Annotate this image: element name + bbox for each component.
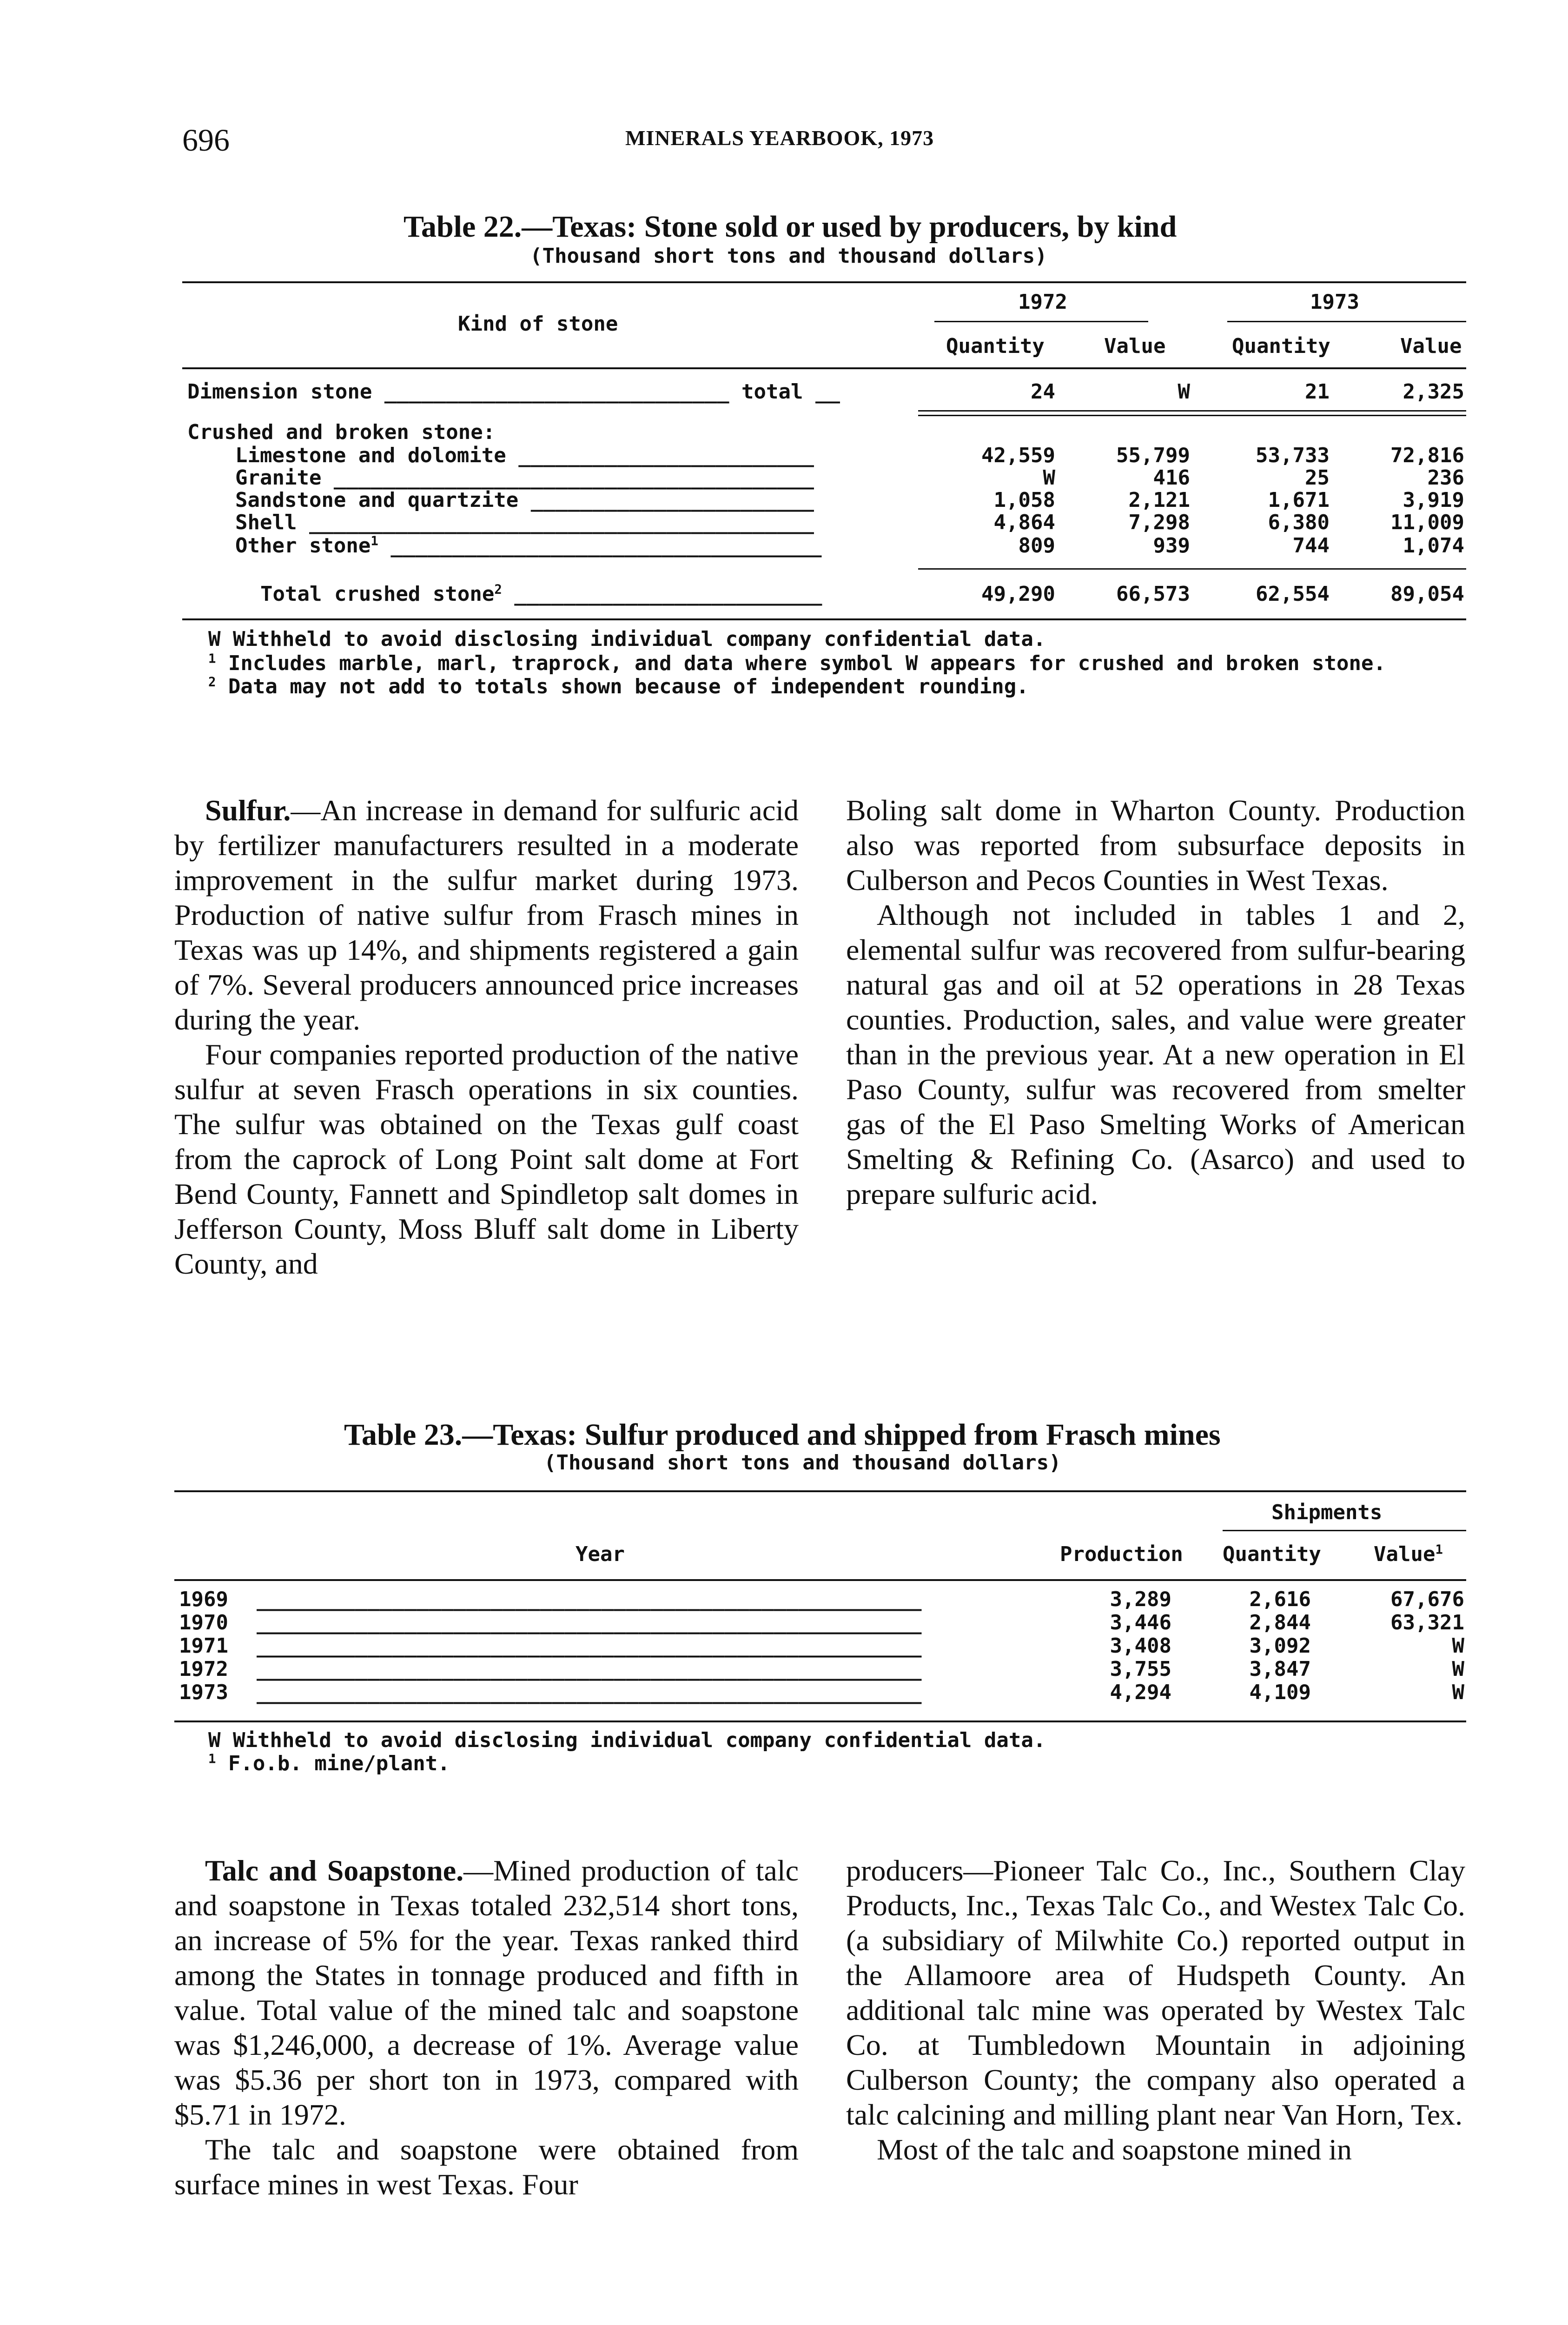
table-23-footnote xyxy=(208,1729,1045,1752)
section-heading: Talc and Soapstone. xyxy=(205,1854,464,1887)
paragraph: The talc and soapstone were obtained from surface mines in west Texas. Four xyxy=(174,2133,799,2201)
paragraph: producers—Pioneer Talc Co., Inc., Southern Clay Products, Inc., Texas Talc Co., and Westex Talc Co. (a subsidiary of Milwhite Co.) reported output in the Allamoore area of Hudspeth County. An additional talc mine was operated by Westex Talc Co. at Tumbledown Mountain in adjoining Culberson County; the company also operated a talc calcining and milling plant near Van Horn, Tex. xyxy=(846,1854,1465,2131)
table-22-caption: Table 22.—Texas: Stone sold or used by producers, by kind xyxy=(404,210,1177,244)
page-number: 696 xyxy=(182,122,230,158)
table-23-subcaption: (Thousand short tons and thousand dollars) xyxy=(544,1451,1061,1475)
table-23-cell: 3,408 xyxy=(1110,1634,1171,1658)
table-23-bottom-rule xyxy=(174,1720,1466,1722)
footnote-mark: 2 xyxy=(494,582,502,597)
table-23-cell: 4,294 xyxy=(1110,1681,1171,1704)
table-23-cell: W xyxy=(1452,1657,1464,1681)
table-22-top-rule xyxy=(182,281,1466,283)
table-22-cell: 53,733 xyxy=(1256,444,1330,467)
paragraph xyxy=(174,793,799,1037)
table-23-cell: 2,616 xyxy=(1249,1588,1311,1611)
table-23-head-value-text: Value xyxy=(1374,1542,1436,1566)
table-23-cell: 3,092 xyxy=(1249,1634,1311,1658)
table-22-head-qty-1972: Quantity xyxy=(946,334,1045,358)
sulfur-left-column xyxy=(174,793,799,1281)
footnote-mark: 1 xyxy=(208,1752,216,1767)
table-23-year: 1971 xyxy=(179,1634,228,1658)
table-22-footnote xyxy=(208,628,1045,651)
table-22-total-label xyxy=(260,583,822,606)
table-22-cell: 939 xyxy=(1153,534,1190,558)
footnote-mark: 2 xyxy=(208,675,216,690)
footnote-text: F.o.b. mine/plant. xyxy=(216,1752,450,1775)
table-22-cell: 42,559 xyxy=(981,444,1055,467)
table-23-year: 1972 xyxy=(179,1657,228,1681)
talc-right-column xyxy=(846,1853,1465,2167)
table-22-cell: 7,298 xyxy=(1128,511,1190,534)
table-22-total-leader: _________________________ xyxy=(502,582,822,606)
table-22-row-label: Granite _______________________________________ xyxy=(235,466,814,490)
table-22-cell: 21 xyxy=(1305,380,1330,404)
table-22-cell: W xyxy=(1178,380,1190,404)
table-22-cell: 66,573 xyxy=(1116,582,1190,606)
table-23-head-rule xyxy=(174,1579,1466,1581)
table-22-cell: 744 xyxy=(1292,534,1330,558)
table-23-leader: ______________________________________________________ xyxy=(257,1681,922,1704)
footnote-text: Data may not add to totals shown because of independent rounding. xyxy=(216,675,1029,698)
table-22-cell: 6,380 xyxy=(1268,511,1330,534)
table-23-cell: 3,847 xyxy=(1249,1657,1311,1681)
table-23-leader: ______________________________________________________ xyxy=(257,1588,922,1611)
talc-left-column xyxy=(174,1853,799,2202)
table-23-cell: 2,844 xyxy=(1249,1611,1311,1634)
table-22-crushed-heading: Crushed and broken stone: xyxy=(187,420,496,444)
sulfur-right-column xyxy=(846,793,1465,1211)
table-23-head-quantity: Quantity xyxy=(1223,1542,1321,1566)
table-22-head-1973: 1973 xyxy=(1310,290,1359,314)
table-23-head-production: Production xyxy=(1060,1542,1183,1566)
table-22-cell: 1,058 xyxy=(993,488,1055,512)
table-23-head-shipments: Shipments xyxy=(1271,1501,1383,1524)
table-22-cell: 55,799 xyxy=(1116,444,1190,467)
table-23-top-rule xyxy=(174,1490,1466,1492)
table-22-cell: 62,554 xyxy=(1256,582,1330,606)
table-22-cell: 89,054 xyxy=(1390,582,1464,606)
paragraph: Four companies reported production of the native sulfur at seven Frasch operations in six counties. The sulfur was obtained on the Texas gulf coast from the caprock of Long Point salt dome at Fort Bend County, Fannett and Spindletop salt domes in Jefferson County, Moss Bluff salt dome in Liberty County, and xyxy=(174,1038,799,1280)
footnote-mark: 1 xyxy=(370,534,378,549)
paragraph-text: —Mined production of talc and soapstone in Texas totaled 232,514 short tons, an increase of 5% for the year. Texas ranked third among the States in tonnage produced and fifth in value. Total value of the mined talc and soapstone was $1,246,000, a decrease of 1%. Average value was $5.36 per short ton in 1973, compared with $5.71 in 1972. xyxy=(174,1854,799,2131)
table-23-year: 1973 xyxy=(179,1681,228,1704)
table-22-sub-rule xyxy=(918,410,1466,412)
table-22-bottom-rule xyxy=(182,618,1466,620)
table-23-cell: W xyxy=(1452,1681,1464,1704)
table-23-cell: 63,321 xyxy=(1390,1611,1464,1634)
table-22-row-label-text: Other stone xyxy=(235,534,371,558)
table-22-span-rule-1973 xyxy=(1227,321,1466,322)
table-22-sub-rule-2 xyxy=(918,415,1466,416)
paragraph: Most of the talc and soapstone mined in xyxy=(877,2133,1352,2166)
table-22-head-1972: 1972 xyxy=(1018,290,1067,314)
running-head: MINERALS YEARBOOK, 1973 xyxy=(625,126,934,150)
table-22-cell: 1,671 xyxy=(1268,488,1330,512)
table-22-cell: 4,864 xyxy=(993,511,1055,534)
table-22-cell: 11,009 xyxy=(1390,511,1464,534)
table-22-cell: 809 xyxy=(1018,534,1055,558)
table-23-span-rule xyxy=(1223,1530,1466,1531)
footnote-text: W Withheld to avoid disclosing individual company confidential data. xyxy=(208,1728,1046,1752)
table-22-head-rule xyxy=(182,367,1466,369)
table-22-head-qty-1973: Quantity xyxy=(1232,334,1330,358)
table-23-cell: 3,289 xyxy=(1110,1588,1171,1611)
table-22-row-leader: ___________________________________ xyxy=(378,534,822,558)
table-23-head-value xyxy=(1374,1543,1443,1566)
table-22-cell: 416 xyxy=(1153,466,1190,490)
table-23-head-year: Year xyxy=(576,1542,625,1566)
paragraph: Boling salt dome in Wharton County. Production also was reported from subsurface deposits in Culberson and Pecos Counties in West Texas. xyxy=(846,794,1465,897)
table-23-footnote xyxy=(208,1752,450,1775)
footnote-text: Includes marble, marl, traprock, and data where symbol W appears for crushed and broken stone. xyxy=(216,651,1386,675)
table-23-caption: Table 23.—Texas: Sulfur produced and shipped from Frasch mines xyxy=(344,1418,1221,1452)
section-heading: Sulfur. xyxy=(205,794,291,827)
paragraph xyxy=(174,1853,799,2132)
table-23-year: 1970 xyxy=(179,1611,228,1634)
table-22-span-rule-1972 xyxy=(934,321,1148,322)
table-22-head-val-1972: Value xyxy=(1104,334,1166,358)
table-22-row-label: Sandstone and quartzite _______________________ xyxy=(235,488,814,512)
paragraph-text: —An increase in demand for sulfuric acid by fertilizer manufacturers resulted in a moderate improvement in the sulfur market during 1973. Production of native sulfur from Frasch mines in Texas was up 14%, and shipments registered a gain of 7%. Several producers announced price increases during the year. xyxy=(174,794,799,1036)
table-22-cell: 72,816 xyxy=(1390,444,1464,467)
table-22-footnote xyxy=(208,652,1386,675)
table-22-head-kind: Kind of stone xyxy=(458,312,618,336)
table-23-year: 1969 xyxy=(179,1588,228,1611)
table-23-leader: ______________________________________________________ xyxy=(257,1657,922,1681)
table-23-leader: ______________________________________________________ xyxy=(257,1634,922,1658)
table-22-row-label xyxy=(235,534,821,558)
table-23-cell: 67,676 xyxy=(1390,1588,1464,1611)
table-22-subcaption: (Thousand short tons and thousand dollars) xyxy=(530,244,1047,268)
table-22-cell: 24 xyxy=(1031,380,1055,404)
table-22-cell: 1,074 xyxy=(1403,534,1464,558)
table-23-cell: 4,109 xyxy=(1249,1681,1311,1704)
table-22-row-label: Shell _________________________________________ xyxy=(235,511,814,534)
footnote-mark: 1 xyxy=(208,651,216,666)
table-22-footnote xyxy=(208,675,1029,698)
table-22-dimension-label: Dimension stone ____________________________ total __ xyxy=(187,380,840,404)
table-22-head-val-1973: Value xyxy=(1400,334,1462,358)
table-23-cell: 3,446 xyxy=(1110,1611,1171,1634)
table-22-cell: 236 xyxy=(1427,466,1464,490)
table-23-cell: 3,755 xyxy=(1110,1657,1171,1681)
footnote-text: W Withheld to avoid disclosing individual company confidential data. xyxy=(208,627,1046,651)
table-22-cell: 25 xyxy=(1305,466,1330,490)
footnote-mark: 1 xyxy=(1435,1542,1443,1557)
paragraph: Although not included in tables 1 and 2, elemental sulfur was recovered from sulfur-bearing natural gas and oil at 52 operations in 28 Texas counties. Production, sales, and value were greater than in the previous year. At a new operation in El Paso County, sulfur was recovered from smelter gas of the El Paso Smelting Works of American Smelting & Refining Co. (Asarco) and used to prepare sulfuric acid. xyxy=(846,898,1465,1210)
table-22-cell: 2,325 xyxy=(1403,380,1464,404)
table-22-cell: 2,121 xyxy=(1128,488,1190,512)
table-23-cell: W xyxy=(1452,1634,1464,1658)
table-22-cell: W xyxy=(1043,466,1055,490)
table-22-total-text: Total crushed stone xyxy=(260,582,495,606)
table-22-total-rule xyxy=(918,568,1466,570)
table-22-cell: 3,919 xyxy=(1403,488,1464,512)
table-22-row-label: Limestone and dolomite ________________________ xyxy=(235,444,814,467)
table-22-cell: 49,290 xyxy=(981,582,1055,606)
table-23-leader: ______________________________________________________ xyxy=(257,1611,922,1634)
